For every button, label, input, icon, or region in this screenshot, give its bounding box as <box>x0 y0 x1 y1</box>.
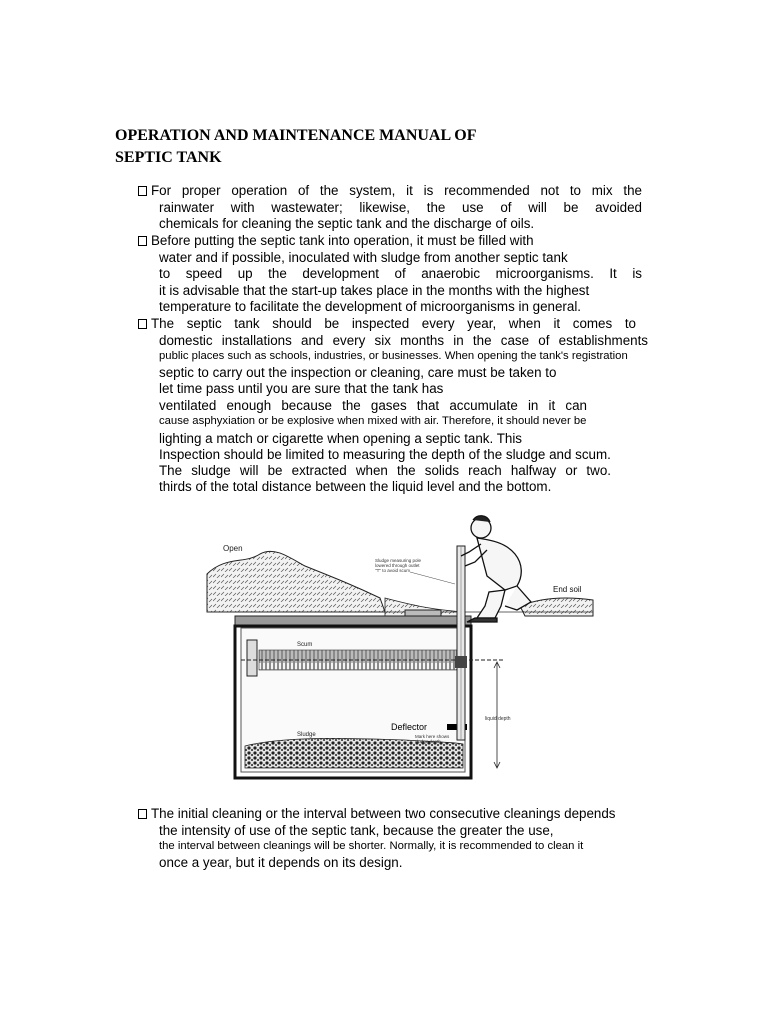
kneeling-man <box>461 516 531 622</box>
paragraph-3-line-8: lighting a match or cigarette when opening a septic tank. This <box>159 431 522 446</box>
label-sludge: Sludge <box>297 732 316 738</box>
paragraph-3-line-11: thirds of the total distance between the liquid level and the bottom. <box>159 479 552 494</box>
document-title <box>115 125 675 169</box>
paragraph-3-line-3: public places such as schools, industries, or businesses. When opening the tank's registration <box>159 350 628 362</box>
paragraph-1-line-1: For proper operation of the system, it is recommended not to mix the <box>138 182 642 199</box>
label-sludge-depth-2: sludge depth <box>415 739 441 744</box>
bullet-box-icon <box>138 319 147 329</box>
liquid-depth-dimension <box>485 662 511 768</box>
paragraph-3-line-6: ventilated enough because the gases that accumulate in it can <box>159 398 587 413</box>
paragraph-2-line-4: it is advisable that the start-up takes place in the months with the highest <box>159 283 590 298</box>
paragraph-3-line-10: The sludge will be extracted when the solids reach halfway or two. <box>159 463 611 478</box>
label-open: Open <box>223 544 243 553</box>
label-deflector: Deflector <box>391 722 428 732</box>
label-pole-note-2: lowered through outlet <box>375 563 420 568</box>
label-pole-note-3: "T" to avoid scum <box>375 568 410 573</box>
septic-tank-illustration <box>205 506 595 802</box>
label-end-soil: End soil <box>553 585 582 594</box>
bullet-box-icon <box>138 236 147 246</box>
label-sludge-depth-1: Mark here shows <box>415 734 450 739</box>
paragraph-1-line-2: rainwater with wastewater; likewise, the use of will be avoided <box>159 200 642 215</box>
inlet-pipe <box>247 640 257 676</box>
paragraph-1-line-3: chemicals for cleaning the septic tank and the discharge of oils. <box>159 216 535 231</box>
paragraph-2-line-1: Before putting the septic tank into operation, it must be filled with <box>138 232 642 249</box>
septic-tank-diagram <box>205 506 595 802</box>
bullet-box-icon <box>138 809 147 819</box>
label-scum: Scum <box>297 642 313 648</box>
title-line-1: OPERATION AND MAINTENANCE MANUAL OF <box>115 127 477 144</box>
bullet-box-icon <box>138 186 147 196</box>
title-line-2: SEPTIC TANK <box>115 149 222 166</box>
paragraph-2-line-5: temperature to facilitate the development of microorganisms in general. <box>159 299 582 314</box>
paragraph-2-line-3: to speed up the development of anaerobic microorganisms. It is <box>159 266 642 281</box>
paragraph-3-line-2: domestic installations and every six months in the case of establishments <box>159 333 648 348</box>
paragraph-4-line-1: The initial cleaning or the interval between two consecutive cleanings depends <box>138 805 642 822</box>
paragraph-4-line-4: once a year, but it depends on its design. <box>159 855 403 870</box>
label-liquid-depth: liquid depth <box>485 716 511 722</box>
paragraph-4-line-2: the intensity of use of the septic tank, because the greater the use, <box>159 823 554 838</box>
paragraph-4-line-3: the interval between cleanings will be shorter. Normally, it is recommended to clean it <box>159 840 584 852</box>
paragraph-3-line-5: let time pass until you are sure that the tank has <box>159 381 444 396</box>
paragraph-2-line-2: water and if possible, inoculated with sludge from another septic tank <box>159 250 568 265</box>
measuring-pole <box>455 546 467 740</box>
paragraph-3-line-9: Inspection should be limited to measuring the depth of the sludge and scum. <box>159 447 611 462</box>
paragraph-3-line-7: cause asphyxiation or be explosive when mixed with air. Therefore, it should never be <box>159 415 587 427</box>
paragraph-3-line-4: septic to carry out the inspection or cleaning, care must be taken to <box>159 365 557 380</box>
paragraph-3-line-1: The septic tank should be inspected every year, when it comes to <box>138 315 636 332</box>
label-pole-note-1: Sludge measuring pole <box>375 558 422 563</box>
